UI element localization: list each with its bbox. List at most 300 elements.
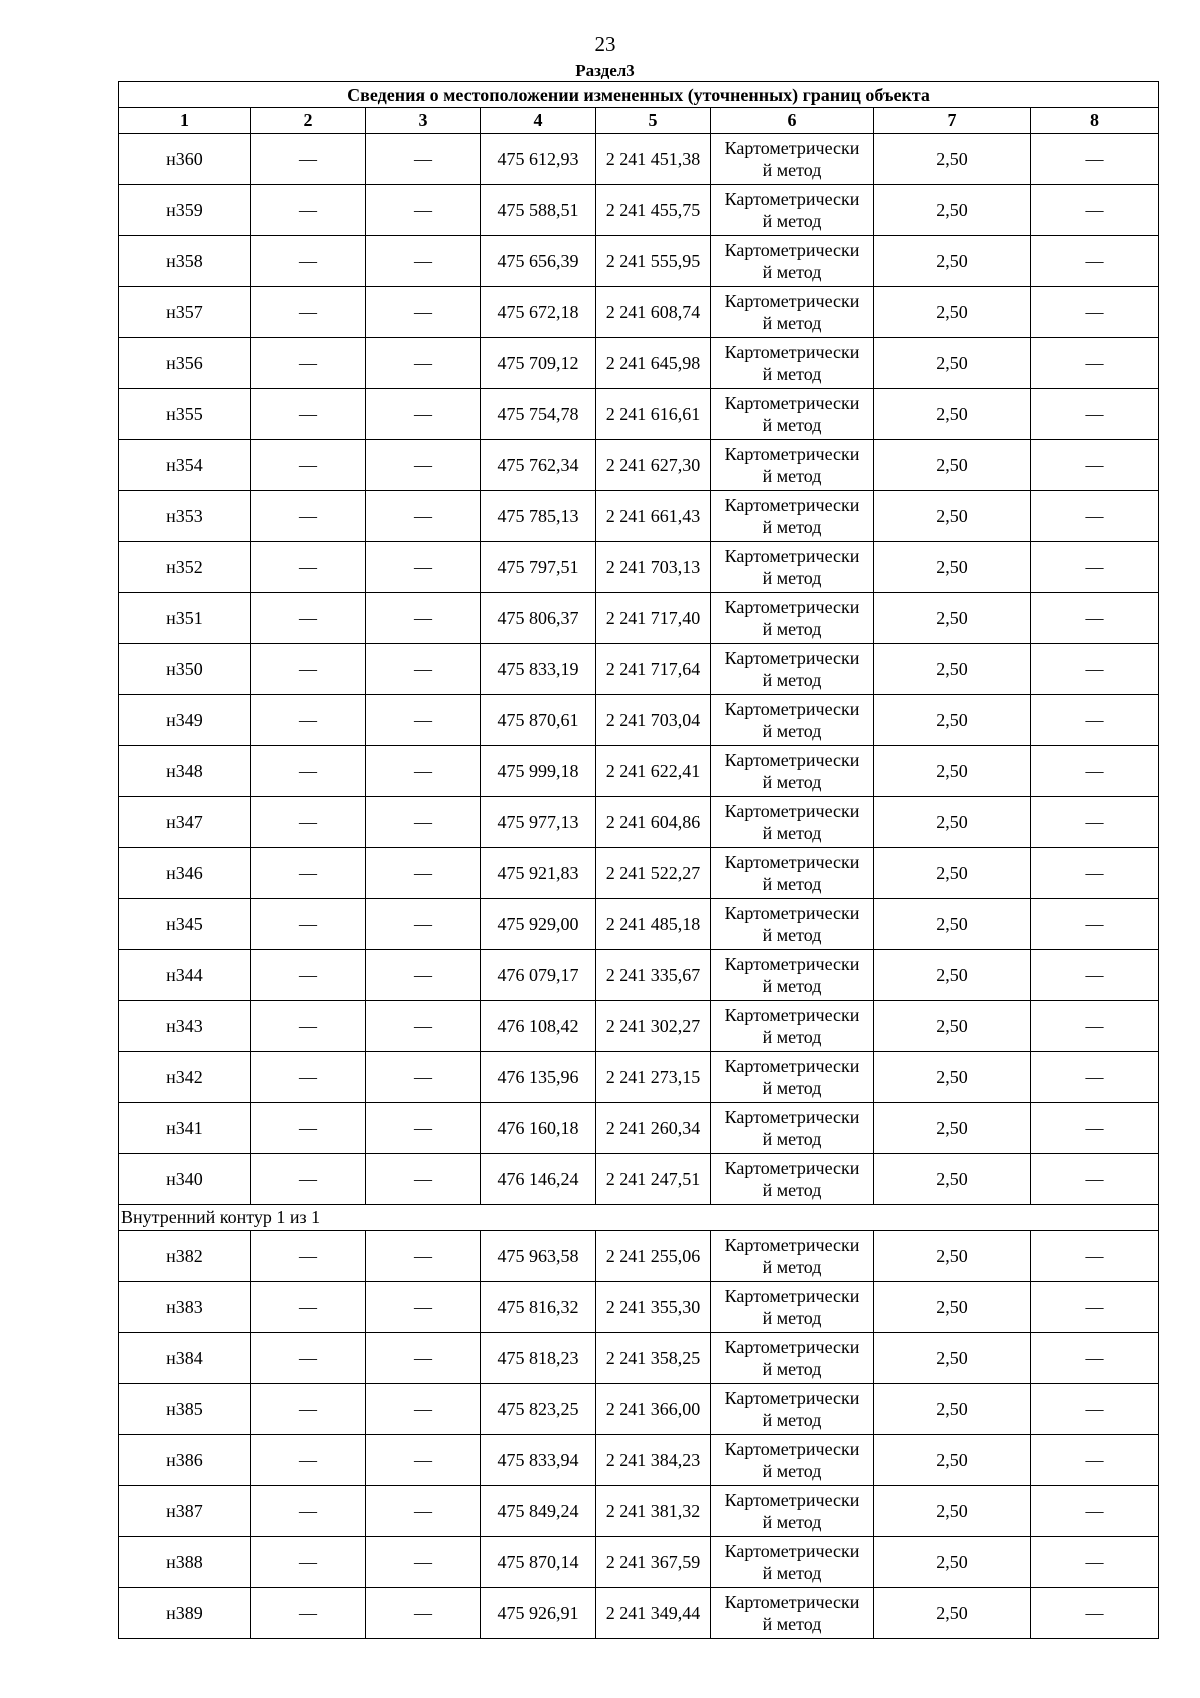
method-cell <box>711 134 874 185</box>
method-cell <box>711 593 874 644</box>
table-row <box>119 1486 1159 1537</box>
x-coordinate-cell: 475 977,13 <box>481 797 596 848</box>
method-cell <box>711 1282 874 1333</box>
column-3-cell: — <box>366 1231 481 1282</box>
column-2-cell: — <box>251 236 366 287</box>
column-2-cell: — <box>251 134 366 185</box>
method-cell <box>711 1384 874 1435</box>
coordinates-table <box>118 81 1159 1639</box>
x-coordinate-cell: 475 816,32 <box>481 1282 596 1333</box>
y-coordinate-cell: 2 241 717,64 <box>596 644 711 695</box>
method-line-1: Картометрически <box>724 1490 860 1510</box>
column-3-cell: — <box>366 236 481 287</box>
column-number: 5 <box>596 108 711 134</box>
method-line-2: й метод <box>762 1512 822 1532</box>
point-cell: н359 <box>119 185 251 236</box>
method-line-2: й метод <box>762 1027 822 1047</box>
y-coordinate-cell: 2 241 273,15 <box>596 1052 711 1103</box>
accuracy-cell: 2,50 <box>874 440 1031 491</box>
y-coordinate-cell: 2 241 335,67 <box>596 950 711 1001</box>
column-3-cell: — <box>366 1537 481 1588</box>
page-number: 23 <box>594 32 616 56</box>
method-line-2: й метод <box>762 1180 822 1200</box>
column-8-cell: — <box>1031 950 1159 1001</box>
method-line-1: Картометрически <box>724 189 860 209</box>
column-2-cell: — <box>251 593 366 644</box>
table-row <box>119 491 1159 542</box>
x-coordinate-cell: 476 108,42 <box>481 1001 596 1052</box>
method-line-2: й метод <box>762 466 822 486</box>
method-line-1: Картометрически <box>724 240 860 260</box>
column-8-cell: — <box>1031 1154 1159 1205</box>
method-cell <box>711 1001 874 1052</box>
table-row <box>119 695 1159 746</box>
method-cell <box>711 899 874 950</box>
x-coordinate-cell: 475 929,00 <box>481 899 596 950</box>
table-row <box>119 440 1159 491</box>
x-coordinate-cell: 475 818,23 <box>481 1333 596 1384</box>
method-line-1: Картометрически <box>724 1337 860 1357</box>
method-line-2: й метод <box>762 976 822 996</box>
column-3-cell: — <box>366 899 481 950</box>
column-number: 3 <box>366 108 481 134</box>
accuracy-cell: 2,50 <box>874 746 1031 797</box>
method-cell <box>711 797 874 848</box>
x-coordinate-cell: 475 612,93 <box>481 134 596 185</box>
point-cell: н356 <box>119 338 251 389</box>
y-coordinate-cell: 2 241 645,98 <box>596 338 711 389</box>
x-coordinate-cell: 475 833,19 <box>481 644 596 695</box>
column-8-cell: — <box>1031 185 1159 236</box>
y-coordinate-cell: 2 241 522,27 <box>596 848 711 899</box>
column-8-cell: — <box>1031 1333 1159 1384</box>
method-line-1: Картометрически <box>724 342 860 362</box>
section-title: Раздел3 <box>575 61 635 80</box>
method-line-1: Картометрически <box>724 699 860 719</box>
column-2-cell: — <box>251 542 366 593</box>
table-row <box>119 899 1159 950</box>
column-8-cell: — <box>1031 797 1159 848</box>
x-coordinate-cell: 475 797,51 <box>481 542 596 593</box>
column-8-cell: — <box>1031 695 1159 746</box>
method-line-2: й метод <box>762 1359 822 1379</box>
column-2-cell: — <box>251 950 366 1001</box>
method-cell <box>711 1103 874 1154</box>
point-cell: н355 <box>119 389 251 440</box>
column-3-cell: — <box>366 1384 481 1435</box>
point-cell: н388 <box>119 1537 251 1588</box>
column-number: 6 <box>711 108 874 134</box>
table-row <box>119 1333 1159 1384</box>
accuracy-cell: 2,50 <box>874 899 1031 950</box>
point-cell: н382 <box>119 1231 251 1282</box>
y-coordinate-cell: 2 241 661,43 <box>596 491 711 542</box>
column-3-cell: — <box>366 1435 481 1486</box>
point-cell: н347 <box>119 797 251 848</box>
method-line-1: Картометрически <box>724 954 860 974</box>
point-cell: н360 <box>119 134 251 185</box>
method-cell <box>711 491 874 542</box>
table-row <box>119 185 1159 236</box>
point-cell: н389 <box>119 1588 251 1639</box>
x-coordinate-cell: 475 806,37 <box>481 593 596 644</box>
method-cell <box>711 236 874 287</box>
column-8-cell: — <box>1031 1588 1159 1639</box>
x-coordinate-cell: 475 870,14 <box>481 1537 596 1588</box>
table-row <box>119 1435 1159 1486</box>
accuracy-cell: 2,50 <box>874 593 1031 644</box>
column-number: 4 <box>481 108 596 134</box>
method-cell <box>711 338 874 389</box>
table-row <box>119 389 1159 440</box>
table-title-row <box>119 82 1159 108</box>
method-line-1: Картометрически <box>724 852 860 872</box>
table-row <box>119 287 1159 338</box>
column-8-cell: — <box>1031 287 1159 338</box>
column-number-row <box>119 108 1159 134</box>
column-2-cell: — <box>251 644 366 695</box>
column-3-cell: — <box>366 287 481 338</box>
accuracy-cell: 2,50 <box>874 797 1031 848</box>
y-coordinate-cell: 2 241 604,86 <box>596 797 711 848</box>
y-coordinate-cell: 2 241 703,04 <box>596 695 711 746</box>
point-cell: н351 <box>119 593 251 644</box>
accuracy-cell: 2,50 <box>874 1282 1031 1333</box>
point-cell: н384 <box>119 1333 251 1384</box>
column-2-cell: — <box>251 848 366 899</box>
method-line-1: Картометрически <box>724 138 860 158</box>
accuracy-cell: 2,50 <box>874 491 1031 542</box>
column-8-cell: — <box>1031 491 1159 542</box>
y-coordinate-cell: 2 241 485,18 <box>596 899 711 950</box>
point-cell: н340 <box>119 1154 251 1205</box>
y-coordinate-cell: 2 241 717,40 <box>596 593 711 644</box>
method-line-2: й метод <box>762 619 822 639</box>
x-coordinate-cell: 475 849,24 <box>481 1486 596 1537</box>
method-line-1: Картометрически <box>724 750 860 770</box>
table-row <box>119 1052 1159 1103</box>
method-cell <box>711 440 874 491</box>
method-line-2: й метод <box>762 211 822 231</box>
y-coordinate-cell: 2 241 260,34 <box>596 1103 711 1154</box>
point-cell: н386 <box>119 1435 251 1486</box>
y-coordinate-cell: 2 241 358,25 <box>596 1333 711 1384</box>
accuracy-cell: 2,50 <box>874 1231 1031 1282</box>
column-3-cell: — <box>366 389 481 440</box>
accuracy-cell: 2,50 <box>874 185 1031 236</box>
method-line-2: й метод <box>762 568 822 588</box>
method-cell <box>711 1588 874 1639</box>
accuracy-cell: 2,50 <box>874 236 1031 287</box>
table-row <box>119 1282 1159 1333</box>
column-number: 2 <box>251 108 366 134</box>
column-3-cell: — <box>366 1588 481 1639</box>
method-cell <box>711 389 874 440</box>
column-2-cell: — <box>251 899 366 950</box>
x-coordinate-cell: 475 833,94 <box>481 1435 596 1486</box>
method-line-1: Картометрически <box>724 1286 860 1306</box>
accuracy-cell: 2,50 <box>874 1384 1031 1435</box>
table-row <box>119 644 1159 695</box>
column-3-cell: — <box>366 1001 481 1052</box>
accuracy-cell: 2,50 <box>874 134 1031 185</box>
method-cell <box>711 950 874 1001</box>
column-2-cell: — <box>251 1333 366 1384</box>
y-coordinate-cell: 2 241 555,95 <box>596 236 711 287</box>
method-line-1: Картометрически <box>724 1158 860 1178</box>
column-2-cell: — <box>251 440 366 491</box>
column-8-cell: — <box>1031 542 1159 593</box>
y-coordinate-cell: 2 241 349,44 <box>596 1588 711 1639</box>
column-8-cell: — <box>1031 1231 1159 1282</box>
point-cell: н354 <box>119 440 251 491</box>
column-3-cell: — <box>366 440 481 491</box>
x-coordinate-cell: 475 709,12 <box>481 338 596 389</box>
table-row <box>119 1384 1159 1435</box>
column-2-cell: — <box>251 389 366 440</box>
table-row <box>119 848 1159 899</box>
table-row <box>119 338 1159 389</box>
contour-label-row <box>119 1205 1159 1231</box>
point-cell: н342 <box>119 1052 251 1103</box>
x-coordinate-cell: 475 999,18 <box>481 746 596 797</box>
method-cell <box>711 185 874 236</box>
column-3-cell: — <box>366 491 481 542</box>
accuracy-cell: 2,50 <box>874 848 1031 899</box>
column-8-cell: — <box>1031 1282 1159 1333</box>
method-line-1: Картометрически <box>724 1541 860 1561</box>
x-coordinate-cell: 475 785,13 <box>481 491 596 542</box>
x-coordinate-cell: 475 823,25 <box>481 1384 596 1435</box>
method-line-2: й метод <box>762 262 822 282</box>
point-cell: н350 <box>119 644 251 695</box>
inner-contour-label: Внутренний контур 1 из 1 <box>119 1205 1159 1231</box>
column-2-cell: — <box>251 1231 366 1282</box>
x-coordinate-cell: 475 921,83 <box>481 848 596 899</box>
column-2-cell: — <box>251 746 366 797</box>
y-coordinate-cell: 2 241 703,13 <box>596 542 711 593</box>
table-row <box>119 950 1159 1001</box>
accuracy-cell: 2,50 <box>874 1154 1031 1205</box>
column-3-cell: — <box>366 338 481 389</box>
method-cell <box>711 1231 874 1282</box>
method-line-1: Картометрически <box>724 903 860 923</box>
column-2-cell: — <box>251 338 366 389</box>
column-2-cell: — <box>251 1103 366 1154</box>
y-coordinate-cell: 2 241 355,30 <box>596 1282 711 1333</box>
accuracy-cell: 2,50 <box>874 1103 1031 1154</box>
column-8-cell: — <box>1031 1486 1159 1537</box>
method-line-1: Картометрически <box>724 291 860 311</box>
column-3-cell: — <box>366 134 481 185</box>
table-row <box>119 1588 1159 1639</box>
method-line-1: Картометрически <box>724 801 860 821</box>
column-3-cell: — <box>366 950 481 1001</box>
column-8-cell: — <box>1031 1052 1159 1103</box>
accuracy-cell: 2,50 <box>874 338 1031 389</box>
method-line-2: й метод <box>762 823 822 843</box>
y-coordinate-cell: 2 241 302,27 <box>596 1001 711 1052</box>
y-coordinate-cell: 2 241 255,06 <box>596 1231 711 1282</box>
inner-contour-header <box>119 1205 1159 1231</box>
method-line-1: Картометрически <box>724 546 860 566</box>
method-line-2: й метод <box>762 925 822 945</box>
column-3-cell: — <box>366 644 481 695</box>
x-coordinate-cell: 476 160,18 <box>481 1103 596 1154</box>
column-3-cell: — <box>366 797 481 848</box>
method-cell <box>711 1486 874 1537</box>
point-cell: н349 <box>119 695 251 746</box>
column-3-cell: — <box>366 1486 481 1537</box>
point-cell: н353 <box>119 491 251 542</box>
column-3-cell: — <box>366 848 481 899</box>
accuracy-cell: 2,50 <box>874 950 1031 1001</box>
method-line-1: Картометрически <box>724 597 860 617</box>
method-line-1: Картометрически <box>724 444 860 464</box>
x-coordinate-cell: 475 870,61 <box>481 695 596 746</box>
x-coordinate-cell: 475 588,51 <box>481 185 596 236</box>
method-cell <box>711 644 874 695</box>
column-2-cell: — <box>251 1435 366 1486</box>
column-8-cell: — <box>1031 593 1159 644</box>
column-2-cell: — <box>251 185 366 236</box>
table-row <box>119 542 1159 593</box>
method-line-1: Картометрически <box>724 495 860 515</box>
method-cell <box>711 1333 874 1384</box>
table-row <box>119 134 1159 185</box>
column-3-cell: — <box>366 1154 481 1205</box>
table-row <box>119 1001 1159 1052</box>
point-cell: н352 <box>119 542 251 593</box>
column-8-cell: — <box>1031 1001 1159 1052</box>
method-line-2: й метод <box>762 364 822 384</box>
column-3-cell: — <box>366 1333 481 1384</box>
column-2-cell: — <box>251 1384 366 1435</box>
accuracy-cell: 2,50 <box>874 695 1031 746</box>
y-coordinate-cell: 2 241 627,30 <box>596 440 711 491</box>
accuracy-cell: 2,50 <box>874 542 1031 593</box>
inner-contour-rows <box>119 1231 1159 1639</box>
x-coordinate-cell: 476 079,17 <box>481 950 596 1001</box>
point-cell: н383 <box>119 1282 251 1333</box>
table-row <box>119 236 1159 287</box>
point-cell: н346 <box>119 848 251 899</box>
method-line-1: Картометрически <box>724 1388 860 1408</box>
method-line-2: й метод <box>762 670 822 690</box>
method-cell <box>711 1052 874 1103</box>
y-coordinate-cell: 2 241 384,23 <box>596 1435 711 1486</box>
column-8-cell: — <box>1031 236 1159 287</box>
column-3-cell: — <box>366 1103 481 1154</box>
table-row <box>119 1154 1159 1205</box>
point-cell: н343 <box>119 1001 251 1052</box>
method-line-1: Картометрически <box>724 648 860 668</box>
y-coordinate-cell: 2 241 247,51 <box>596 1154 711 1205</box>
table-row <box>119 1231 1159 1282</box>
method-line-2: й метод <box>762 160 822 180</box>
point-cell: н344 <box>119 950 251 1001</box>
x-coordinate-cell: 475 963,58 <box>481 1231 596 1282</box>
y-coordinate-cell: 2 241 366,00 <box>596 1384 711 1435</box>
method-line-1: Картометрически <box>724 1592 860 1612</box>
method-line-2: й метод <box>762 517 822 537</box>
point-cell: н358 <box>119 236 251 287</box>
method-cell <box>711 1537 874 1588</box>
column-2-cell: — <box>251 695 366 746</box>
column-3-cell: — <box>366 542 481 593</box>
accuracy-cell: 2,50 <box>874 1486 1031 1537</box>
method-line-2: й метод <box>762 874 822 894</box>
accuracy-cell: 2,50 <box>874 1588 1031 1639</box>
method-line-1: Картометрически <box>724 1005 860 1025</box>
column-number: 7 <box>874 108 1031 134</box>
column-3-cell: — <box>366 593 481 644</box>
x-coordinate-cell: 475 926,91 <box>481 1588 596 1639</box>
column-8-cell: — <box>1031 440 1159 491</box>
x-coordinate-cell: 476 146,24 <box>481 1154 596 1205</box>
column-8-cell: — <box>1031 1384 1159 1435</box>
method-line-2: й метод <box>762 721 822 741</box>
column-8-cell: — <box>1031 746 1159 797</box>
method-cell <box>711 542 874 593</box>
column-8-cell: — <box>1031 1435 1159 1486</box>
accuracy-cell: 2,50 <box>874 389 1031 440</box>
y-coordinate-cell: 2 241 608,74 <box>596 287 711 338</box>
method-line-2: й метод <box>762 415 822 435</box>
x-coordinate-cell: 475 672,18 <box>481 287 596 338</box>
accuracy-cell: 2,50 <box>874 287 1031 338</box>
table-row <box>119 746 1159 797</box>
y-coordinate-cell: 2 241 381,32 <box>596 1486 711 1537</box>
column-2-cell: — <box>251 1282 366 1333</box>
method-line-1: Картометрически <box>724 1235 860 1255</box>
column-3-cell: — <box>366 185 481 236</box>
y-coordinate-cell: 2 241 622,41 <box>596 746 711 797</box>
column-2-cell: — <box>251 797 366 848</box>
y-coordinate-cell: 2 241 616,61 <box>596 389 711 440</box>
column-8-cell: — <box>1031 134 1159 185</box>
column-number: 8 <box>1031 108 1159 134</box>
y-coordinate-cell: 2 241 455,75 <box>596 185 711 236</box>
column-number: 1 <box>119 108 251 134</box>
point-cell: н341 <box>119 1103 251 1154</box>
method-line-1: Картометрически <box>724 1056 860 1076</box>
accuracy-cell: 2,50 <box>874 644 1031 695</box>
method-cell <box>711 746 874 797</box>
outer-contour-rows <box>119 134 1159 1205</box>
column-2-cell: — <box>251 1052 366 1103</box>
y-coordinate-cell: 2 241 367,59 <box>596 1537 711 1588</box>
column-2-cell: — <box>251 1486 366 1537</box>
column-8-cell: — <box>1031 389 1159 440</box>
column-3-cell: — <box>366 746 481 797</box>
accuracy-cell: 2,50 <box>874 1537 1031 1588</box>
accuracy-cell: 2,50 <box>874 1435 1031 1486</box>
point-cell: н357 <box>119 287 251 338</box>
method-line-2: й метод <box>762 1078 822 1098</box>
method-line-2: й метод <box>762 1461 822 1481</box>
x-coordinate-cell: 475 656,39 <box>481 236 596 287</box>
column-2-cell: — <box>251 1154 366 1205</box>
accuracy-cell: 2,50 <box>874 1052 1031 1103</box>
method-cell <box>711 287 874 338</box>
method-line-2: й метод <box>762 1410 822 1430</box>
table-row <box>119 797 1159 848</box>
accuracy-cell: 2,50 <box>874 1001 1031 1052</box>
table-row <box>119 593 1159 644</box>
point-cell: н387 <box>119 1486 251 1537</box>
accuracy-cell: 2,50 <box>874 1333 1031 1384</box>
